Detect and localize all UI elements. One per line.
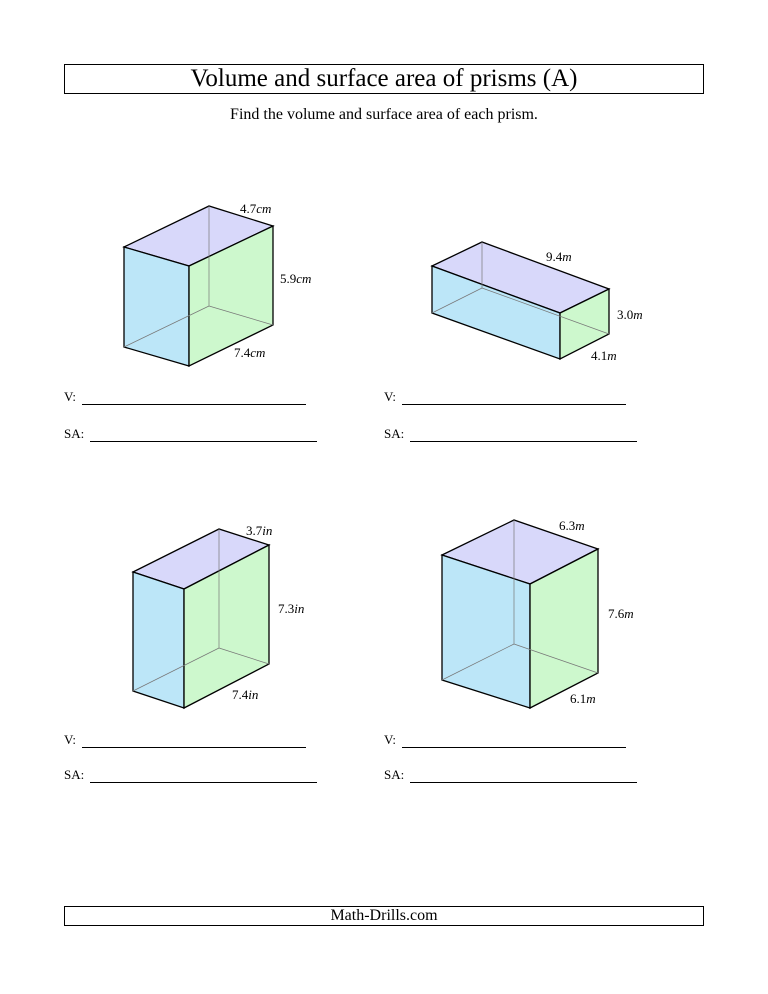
volume-answer-line[interactable] [402,735,626,748]
worksheet-title: Volume and surface area of prisms (A) [64,64,704,94]
prism-2-height-label: 3.0m [617,307,643,322]
prism-1-width-label: 4.7cm [240,201,272,216]
surface-area-answer-line[interactable] [410,429,637,442]
prism-1-length-label: 7.4cm [234,345,266,360]
surface-area-answer-line[interactable] [410,770,637,783]
volume-answer-line[interactable] [82,735,306,748]
prism-1 [124,201,311,366]
prism-1-surface-area-answer [64,426,317,442]
prism-3-volume-answer [64,732,306,748]
prism-2-width-label: 9.4m [546,249,572,264]
prism-4-length-label: 6.1m [570,691,596,706]
prism-4-surface-area-answer [384,767,637,783]
surface-area-label: SA: [384,426,405,441]
volume-answer-line[interactable] [402,392,626,405]
instructions: Find the volume and surface area of each prism. [230,106,538,123]
prism-2-length-label: 4.1m [591,348,617,363]
prism-1-front-face [124,247,189,366]
prism-1-volume-answer [64,389,306,405]
prism-2-volume-answer [384,389,626,405]
surface-area-label: SA: [64,426,85,441]
prism-4 [442,518,634,708]
prism-1-height-label: 5.9cm [280,271,312,286]
footer: Math-Drills.com [64,906,704,926]
prism-2 [432,242,643,363]
prism-4-height-label: 7.6m [608,606,634,621]
surface-area-label: SA: [64,767,85,782]
volume-label: V: [384,732,397,747]
volume-label: V: [384,389,397,404]
prism-2-surface-area-answer [384,426,637,442]
prism-4-volume-answer [384,732,626,748]
surface-area-label: SA: [384,767,405,782]
prism-3-width-label: 3.7in [246,523,273,538]
volume-answer-line[interactable] [82,392,306,405]
prism-3-front-face [133,572,184,708]
volume-label: V: [64,389,77,404]
prism-3-height-label: 7.3in [278,601,305,616]
surface-area-answer-line[interactable] [90,770,317,783]
surface-area-answer-line[interactable] [90,429,317,442]
prism-4-width-label: 6.3m [559,518,585,533]
volume-label: V: [64,732,77,747]
prism-3 [133,523,304,708]
prism-3-surface-area-answer [64,767,317,783]
prism-3-length-label: 7.4in [232,687,259,702]
